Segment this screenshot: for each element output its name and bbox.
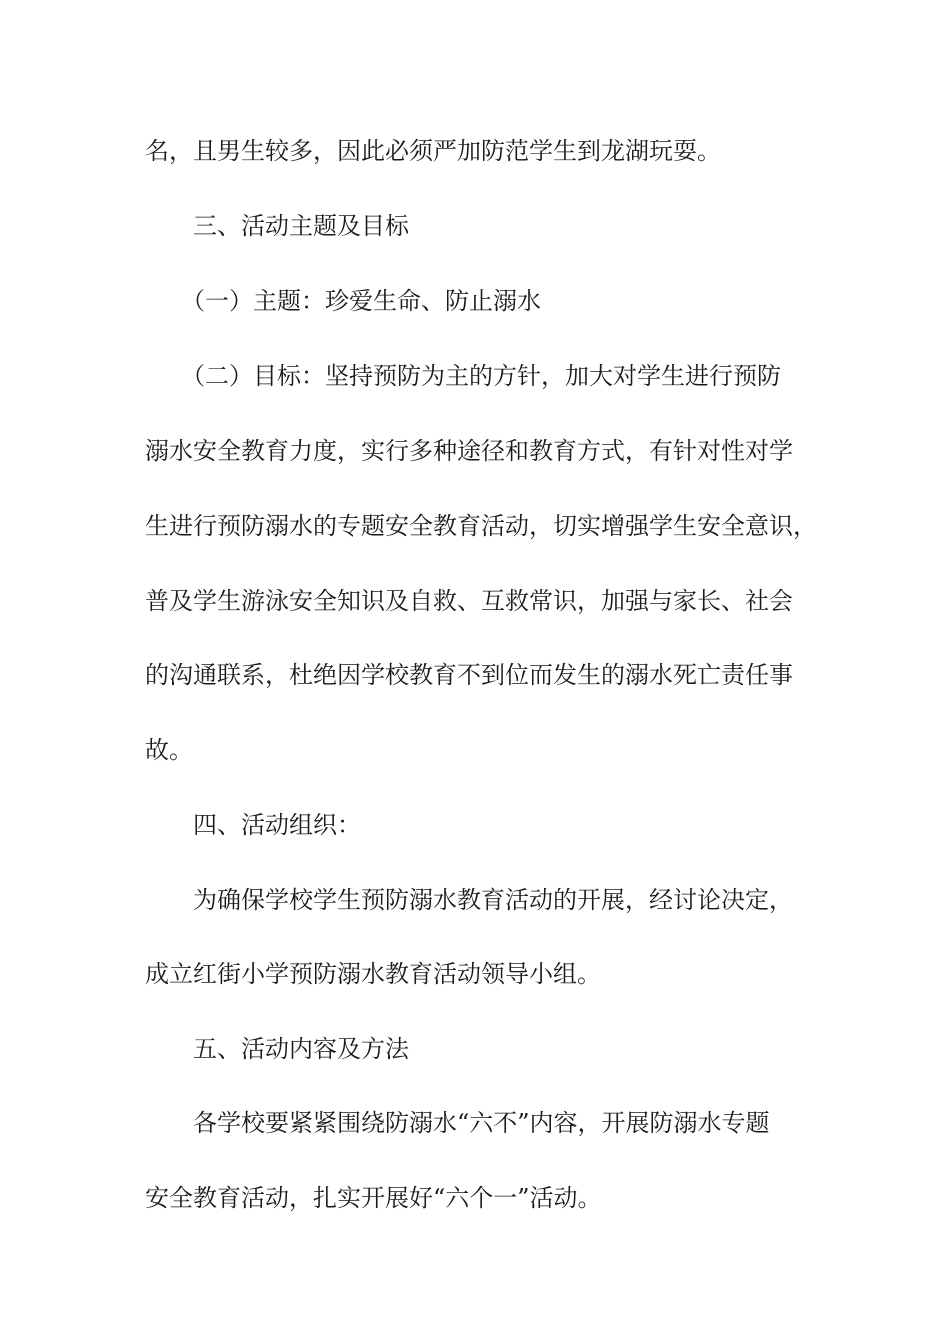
- paragraph-line: 普及学生游泳安全知识及自救、互救常识，加强与家长、社会: [145, 587, 793, 615]
- paragraph-line: 的沟通联系，杜绝因学校教育不到位而发生的溺水死亡责任事: [145, 661, 793, 689]
- paragraph-line: 名，且男生较多，因此必须严加防范学生到龙湖玩耍。: [145, 137, 721, 165]
- section-heading: 四、活动组织：: [193, 811, 361, 839]
- paragraph-line: 为确保学校学生预防溺水教育活动的开展，经讨论决定，: [193, 886, 793, 914]
- subsection-heading: （一）主题：珍爱生命、防止溺水: [181, 287, 541, 315]
- paragraph-line: 生进行预防溺水的专题安全教育活动，切实增强学生安全意识，: [145, 512, 817, 540]
- paragraph-line: 成立红街小学预防溺水教育活动领导小组。: [145, 960, 601, 988]
- paragraph-line: （二）目标：坚持预防为主的方针，加大对学生进行预防: [181, 362, 781, 390]
- paragraph-line: 安全教育活动，扎实开展好“六个一”活动。: [145, 1184, 602, 1212]
- section-heading: 三、活动主题及目标: [193, 212, 409, 240]
- paragraph-line: 故。: [145, 736, 193, 764]
- paragraph-line: 各学校要紧紧围绕防溺水“六不”内容，开展防溺水专题: [193, 1109, 770, 1137]
- section-heading: 五、活动内容及方法: [193, 1035, 409, 1063]
- paragraph-line: 溺水安全教育力度，实行多种途径和教育方式，有针对性对学: [145, 437, 793, 465]
